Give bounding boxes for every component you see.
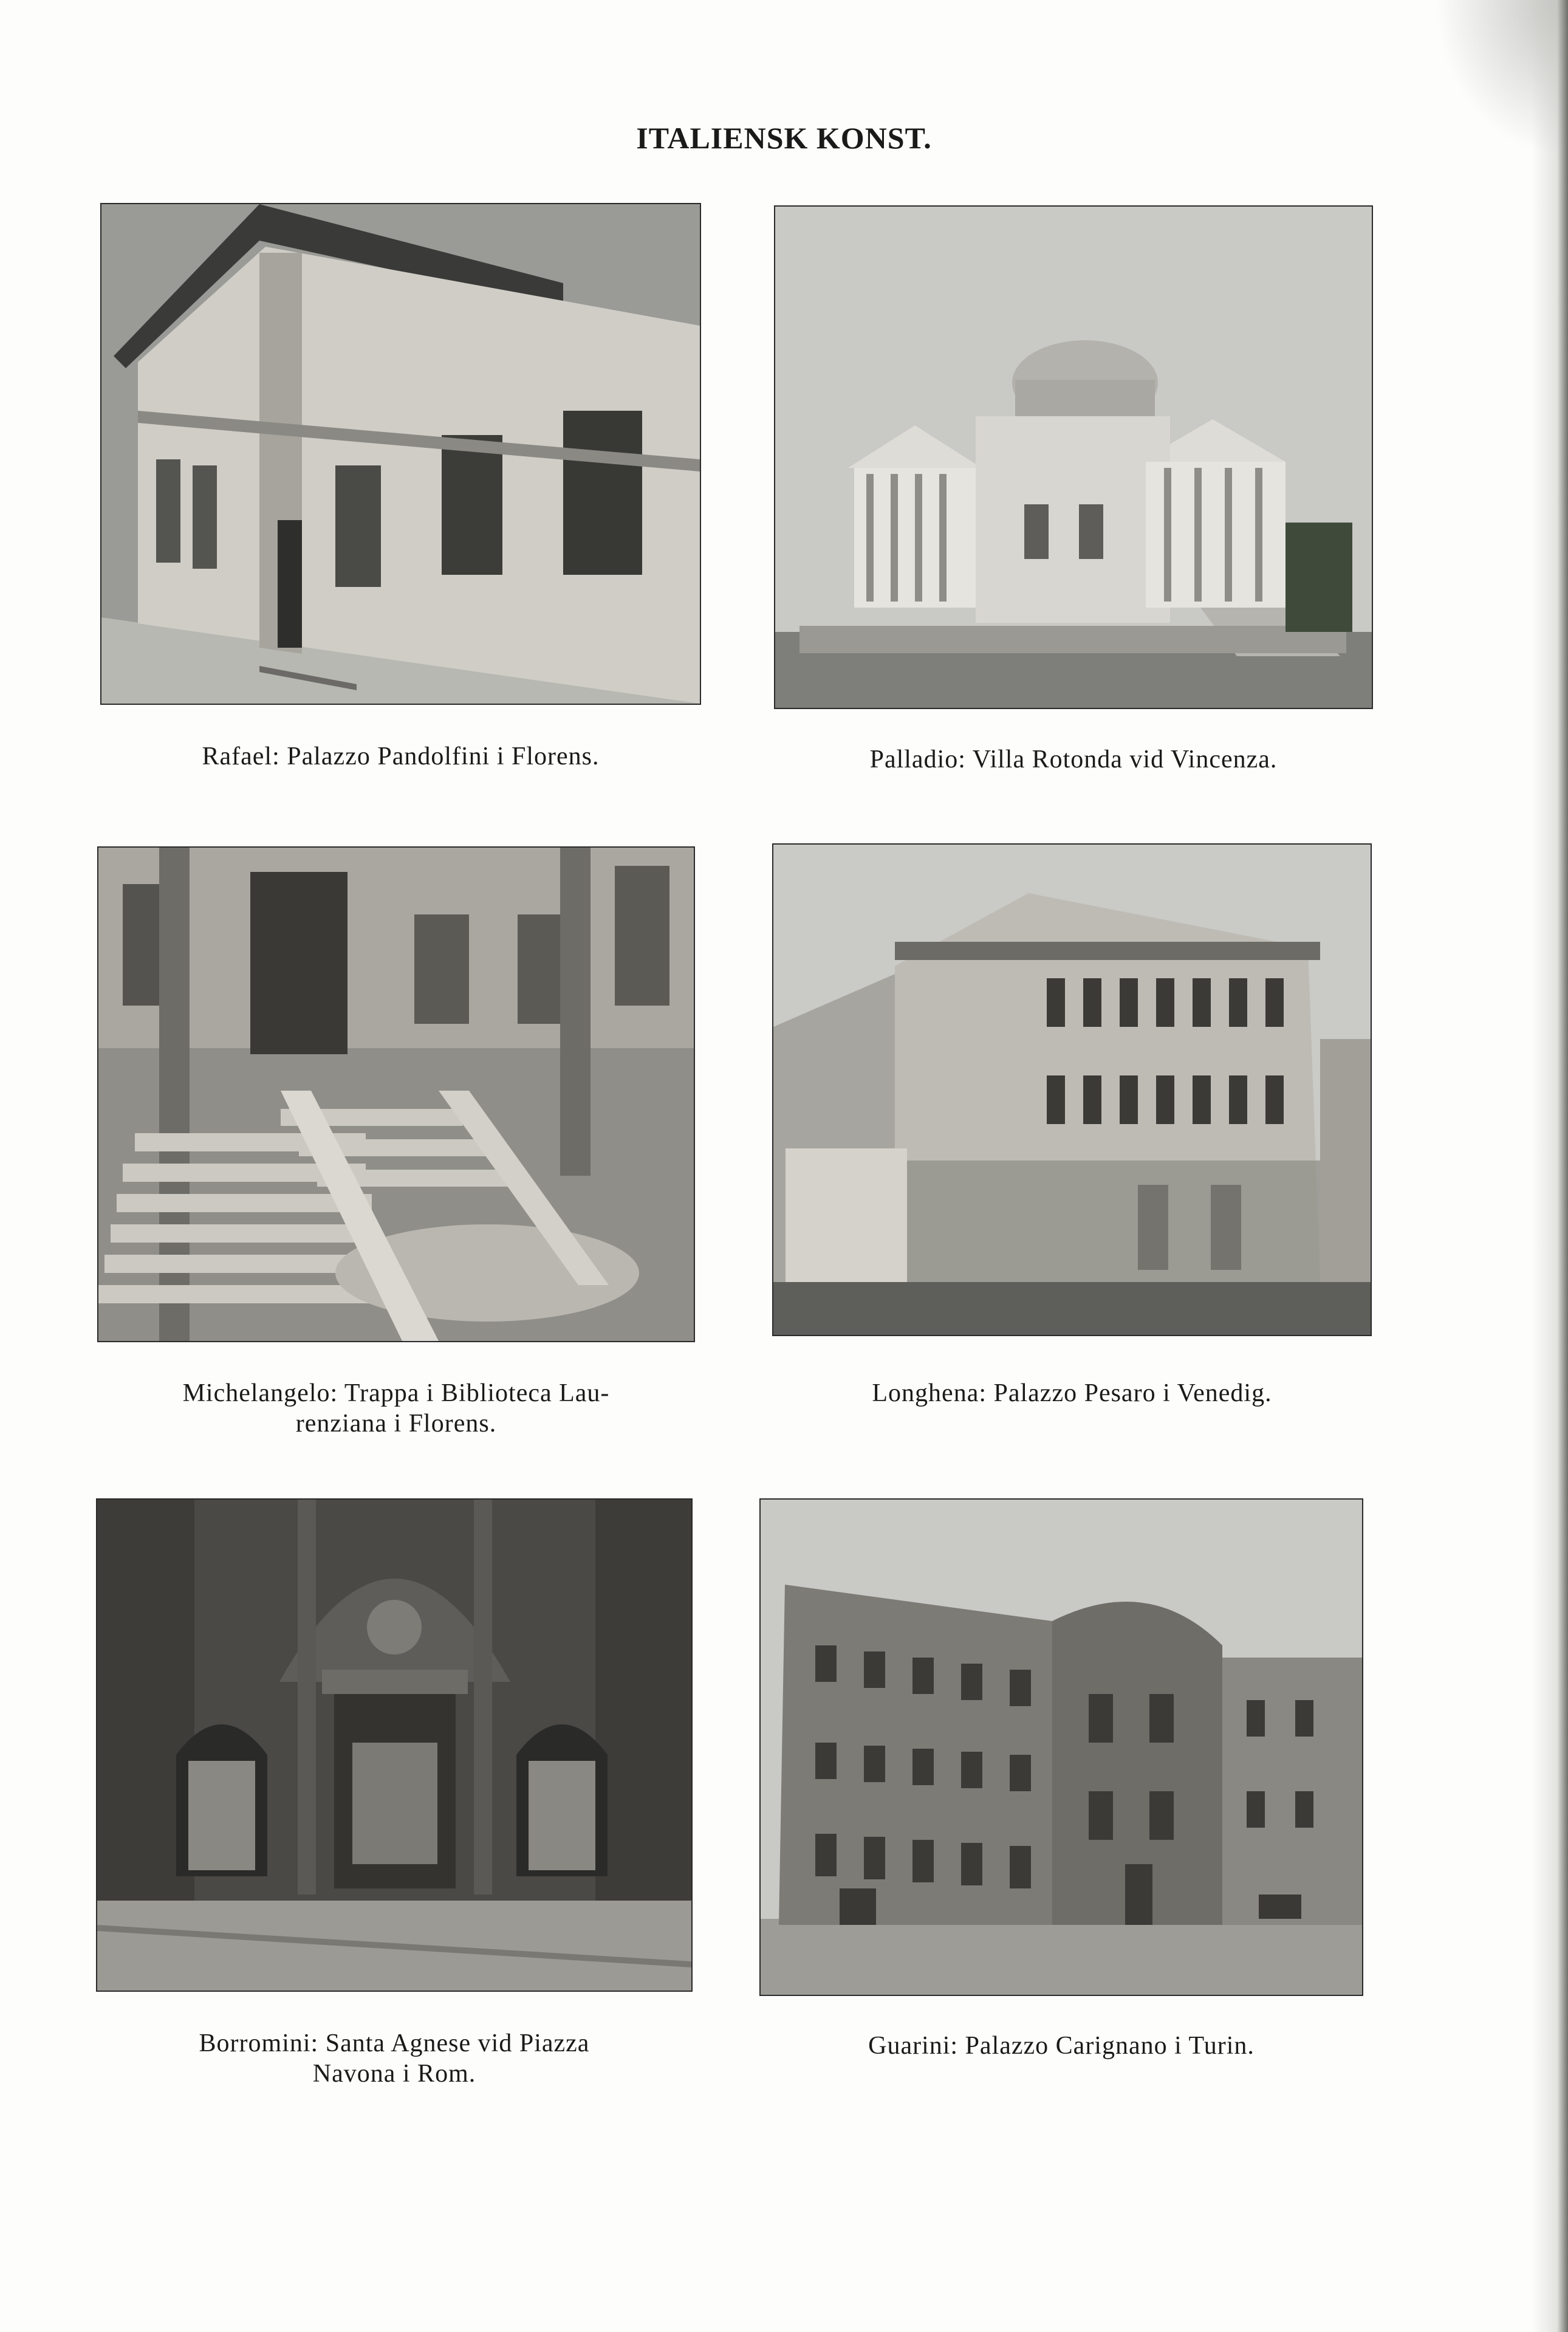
palazzo-carignano-caption xyxy=(761,2031,1362,2061)
page-title: ITALIENSK KONST. xyxy=(636,121,932,155)
caption-line: Longhena: Palazzo Pesaro i Venedig. xyxy=(872,1379,1272,1407)
santa-agnese-photo xyxy=(97,1500,691,1991)
palazzo-pandolfini-photo xyxy=(101,204,700,704)
caption-line: Palladio: Villa Rotonda vid Vincenza. xyxy=(869,746,1278,773)
palazzo-pandolfini-caption xyxy=(101,741,700,772)
caption-line: Navona i Rom. xyxy=(312,2060,476,2088)
page-edge xyxy=(1532,0,1568,2332)
villa-rotonda-photo xyxy=(775,207,1372,708)
caption-line: renziana i Florens. xyxy=(295,1410,497,1438)
caption-line: Michelangelo: Trappa i Biblioteca Lau- xyxy=(182,1379,610,1407)
palazzo-pesaro-photo xyxy=(773,845,1371,1335)
villa-rotonda-caption xyxy=(775,744,1372,775)
caption-line: Guarini: Palazzo Carignano i Turin. xyxy=(868,2032,1255,2060)
biblioteca-laurenziana-staircase-photo xyxy=(98,848,694,1341)
palazzo-carignano-photo xyxy=(761,1500,1362,1995)
caption-line: Rafael: Palazzo Pandolfini i Florens. xyxy=(202,742,600,770)
santa-agnese-caption xyxy=(97,2028,691,2089)
palazzo-pesaro-caption xyxy=(773,1378,1371,1408)
caption-line: Borromini: Santa Agnese vid Piazza xyxy=(199,2029,590,2057)
biblioteca-laurenziana-caption xyxy=(98,1378,694,1439)
